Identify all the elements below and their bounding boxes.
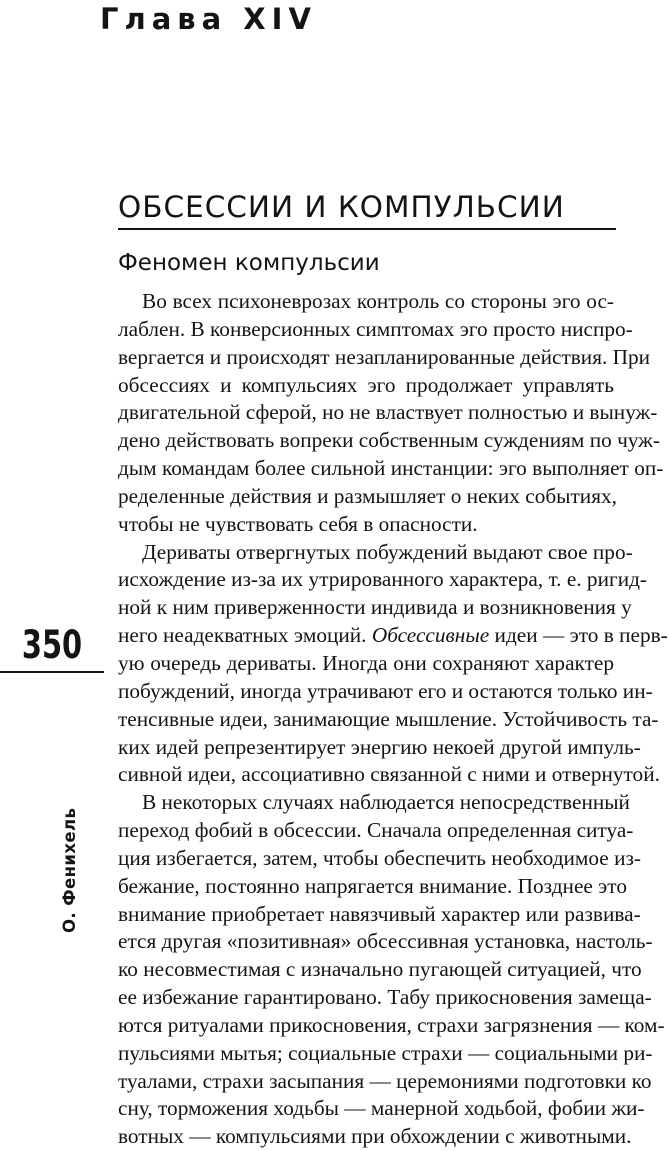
text-line: ких идей репрезентирует энергию некоей другой импуль- (118, 734, 641, 759)
text-line: ются ритуалами прикосновения, страхи загрязнения — ком- (118, 1012, 665, 1037)
text-line: бежание, постоянно напрягается внимание. Позднее это (118, 873, 627, 898)
text-line: В некоторых случаях наблюдается непосредственный (142, 790, 630, 815)
body-text (118, 288, 668, 1151)
text-line: сну, торможения ходьбы — манерной ходьбой, фобии жи- (118, 1096, 645, 1121)
text-line: ция избегается, затем, чтобы обеспечить необходимое из- (118, 845, 641, 870)
text-line: туалами, страхи засыпания — церемониями подготовки ко (118, 1068, 652, 1093)
text-line: сивной идеи, ассоциативно связанной с ними и отвернутой. (118, 762, 660, 787)
text-line: дым командам более сильной инстанции: эго выполняет оп- (118, 456, 664, 481)
page-number: 350 (21, 623, 83, 668)
text-line: переход фобий в обсессии. Сначала определенная ситуа- (118, 818, 634, 843)
chapter-heading: Глава XIV (100, 2, 317, 36)
text-line: ую очередь дериваты. Иногда они сохраняют характер (118, 650, 614, 675)
text-line: вергается и происходят незапланированные действия. При (118, 344, 651, 369)
text-line: Во всех психоневрозах контроль со стороны эго ос- (142, 289, 614, 313)
text-line: него неадекватных эмоций. Обсессивные идеи — это в перв- (118, 623, 668, 648)
text-line: ее избежание гарантировано. Табу прикосновения замеща- (118, 985, 652, 1010)
text-line: внимание приобретает навязчивый характер или развива- (118, 901, 641, 926)
running-head-author: О. Фенихель (60, 807, 79, 933)
section-title-rule (118, 228, 616, 230)
text-line: ределенные действия и размышляет о неких событиях, (118, 483, 617, 508)
text-line: чтобы не чувствовать себя в опасности. (118, 511, 478, 536)
section-title: ОБСЕССИИ И КОМПУЛЬСИИ (118, 190, 565, 224)
text-line: обсессиях и компульсиях эго продолжает управлять (118, 372, 614, 397)
text-line: дено действовать вопреки собственным суждениям по чуж- (118, 428, 660, 453)
text-line: ется другая «позитивная» обсессивная установка, настоль- (118, 929, 653, 954)
text-line: ной к ним приверженности индивида и возникновения у (118, 595, 632, 620)
text-line: побуждений, иногда утрачивают его и остаются только ин- (118, 678, 653, 703)
text-line: вотных — компульсиями при обхождении с животными. (118, 1124, 632, 1149)
text-line: ко несовместимая с изначально пугающей ситуацией, что (118, 957, 642, 982)
text-line: двигательной сферой, но не властвует полностью и вынуж- (118, 400, 658, 425)
emphasis: Обсессивные (371, 623, 490, 648)
text-line: Дериваты отвергнутых побуждений выдают свое про- (142, 539, 633, 564)
text-line: тенсивные идеи, занимающие мышление. Устойчивость та- (118, 706, 659, 731)
subsection-title: Феномен компульсии (118, 250, 380, 276)
text-line: исхождение из-за их утрированного характера, т. е. ригид- (118, 567, 648, 592)
text-line: пульсиями мытья; социальные страхи — социальными ри- (118, 1040, 653, 1065)
text-line: лаблен. В конверсионных симптомах эго просто ниспро- (118, 316, 633, 341)
page-number-rule (0, 671, 104, 673)
